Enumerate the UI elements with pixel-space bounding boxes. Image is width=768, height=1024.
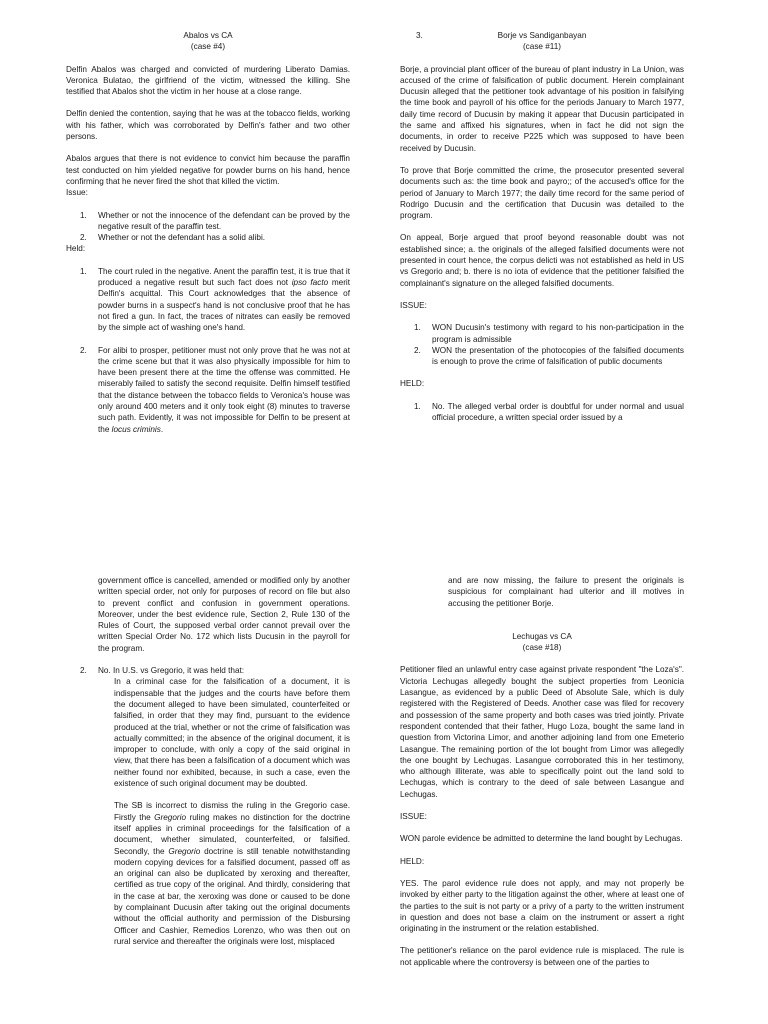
case-title: Abalos vs CA bbox=[183, 31, 233, 40]
paragraph: On appeal, Borje argued that proof beyond reasonable doubt was not established since; a. the originals of the alleged falsified documents were not presented in court hence, the corpus delicti was not established as held in US vs Gregorio and; b. there is no iota of evidence that the petitioner falsified the complainant's signature on the alleged falsified documents. bbox=[400, 233, 684, 288]
list-item: 1. The court ruled in the negative. Anent the paraffin test, it is true that it produced a negative result but such fact does not ipso facto merit Delfin's acquittal. This Court acknowledges that the absence of powder burns in a suspect's hand is not conclusive proof that he has not fired a gun. In fact, the traces of nitrates can easily be removed by the simple act of washing one's hand. bbox=[80, 266, 351, 333]
list-item: 1. No. The alleged verbal order is doubtful for under normal and usual official procedure, a written special order issued by a bbox=[414, 401, 684, 423]
list-item: 2. No. In U.S. vs Gregorio, it was held that: bbox=[80, 666, 245, 676]
case-borje bbox=[400, 30, 684, 423]
list-item: 2. WON the presentation of the photocopies of the falsified documents is enough to prove the crime of falsification of public documents bbox=[414, 345, 684, 367]
list-item: 2. For alibi to prosper, petitioner must not only prove that he was not at the crime scene but that it was also physically impossible for him to have been present there at the time the offense was committed. He miserably failed to satisfy the second requisite. Delfin himself testified that the distance between the tobacco fields to Veronica's house was only around 400 meters and it only took eight (8) minutes to traverse such path. Evidently, it was not impossible for Delfin to be present at the locus criminis. bbox=[80, 345, 350, 434]
case-title: Lechugas vs CA bbox=[512, 631, 572, 641]
case-borje-continued bbox=[66, 575, 350, 947]
paragraph: The SB is incorrect to dismiss the ruling in the Gregorio case. Firstly the Gregorio ruling makes no distinction for the doctrine itself applies in criminal proceedings for the falsification of a document, whether simulated, counterfeited, or falsified. Secondly, the Gregorio doctrine is still tenable notwithstanding modern copying devices for a falsified document, passed off as an original can also be duplicated by xeroxing and thereafter, certified as true copy of the original. And thirdly, considering that in the case at bar, the xeroxing was done or caused to be done by complainant Ducusin after taking out the original documents without the official authority and permission of the Disbursing Officer and Cashier, Remedios Lorenzo, who was then out on rural service and thereafter the originals were lost, misplaced bbox=[114, 801, 351, 946]
paragraph: The petitioner's reliance on the parol evidence rule is misplaced. The rule is not applicable where the controversy is between one of the parties to bbox=[400, 946, 684, 967]
paragraph: Petitioner filed an unlawful entry case against private respondent "the Loza's". Victoria Lechugas allegedly bought the subject properties from Leonicia Lasangue, as evidenced by a public Deed of Absolute Sale, which is duly registered with the Registered of Deeds. Another case was filed for recovery and possession of the same property and both cases was tried jointly. Private respondent contended that their father, Hugo Loza, bought the same land in question from Victorina Limor, and another adjoining land from one Emeterio Lasangue. The remaining portion of the lot bought from Limor was allegedly the one bought by Lechugas. Lasangue corroborated this in her testimony, who although illiterate, was able to specifically point out the land sold to Lechugas, which is contrary to the deed of sale between Lasangue and Lechugas. bbox=[400, 665, 684, 799]
issue-list bbox=[66, 210, 350, 244]
list-item: 1. WON Ducusin's testimony with regard to his non-participation in the program is admissible bbox=[414, 323, 684, 344]
held-label: HELD: bbox=[400, 856, 425, 866]
held-label: Held: bbox=[66, 244, 86, 254]
paragraph: government office is cancelled, amended or modified only by another written special order, not only for purposes of record on file but also to prevent conflict and confusion in government operations. Moreover, under the best evidence rule, Section 2, Rule 130 of the Rules of Court, the supposed verbal order cannot prevail over the written Special Order No. 172 which lists Ducusin in the payroll for the program. bbox=[98, 576, 350, 653]
paragraph: and are now missing, the failure to present the originals is suspicious for complainant had ulterior and ill motives in accusing the petitioner Borje. bbox=[448, 576, 684, 608]
case-lechugas bbox=[400, 575, 684, 968]
paragraph: Delfin Abalos was charged and convicted of murdering Liberato Damias. Veronica Bulatao, the girlfriend of the victim, witnessed the killing. She testified that Abalos shot the victim in her house at a close range. bbox=[66, 64, 350, 97]
list-item: 1. Whether or not the innocence of the defendant can be proved by the negative result of the paraffin test. bbox=[80, 210, 350, 231]
case-number: (case #11) bbox=[522, 42, 562, 52]
held-list bbox=[66, 266, 350, 435]
document-page-2 bbox=[0, 512, 768, 1024]
paragraph: Abalos argues that there is not evidence to convict him because the paraffin test conducted on him yielded negative for powder burns on his hand, hence confirming that he never fired the shot that killed the victim. bbox=[66, 154, 350, 186]
case-title: 3. Borje vs Sandiganbayan bbox=[416, 31, 587, 40]
paragraph: Delfin denied the contention, saying that he was at the tobacco fields, working with his father, which was corroborated by Delfin's father and two other persons. bbox=[66, 109, 350, 142]
held-label: HELD: bbox=[400, 379, 425, 389]
issue-label: Issue: bbox=[66, 188, 88, 198]
paragraph: Borje, a provincial plant officer of the bureau of plant industry in La Union, was accused of the crime of falsification of public document. Herein complainant Ducusin alleged that the petitioner took advantage of his position in falsifying the time book and payroll of his office for the periods January to March 1977, daily time record of Ducusin by making it appear that Ducusin participated in the same and affixed his signatures, when in fact he did not sign the documents, in order to receive P225 which was supposed to have been received by Ducusin. bbox=[400, 64, 684, 153]
case-number: (case #4) bbox=[190, 42, 226, 52]
list-item: 2. Whether or not the defendant has a solid alibi. bbox=[80, 233, 266, 243]
case-abalos bbox=[66, 30, 350, 435]
paragraph: To prove that Borje committed the crime, the prosecutor presented several documents such as: the time book and payro;; of the accused's office for the period of January to March 1977; the daily time record for the same period of Rodrigo Ducusin and the certification that Ducusin was detailed to the program. bbox=[400, 165, 684, 221]
issue-label: ISSUE: bbox=[400, 812, 427, 822]
case-number: (case #18) bbox=[522, 643, 562, 653]
paragraph: YES. The parol evidence rule does not apply, and may not properly be invoked by either party to the litigation against the other, where at least one of the parties to the suit is not party or a privy of a party to the written instrument in question and does not base a claim on the instrument or assert a right originating in the instrument or the relation established. bbox=[400, 878, 684, 934]
issue-list bbox=[400, 322, 684, 367]
held-list bbox=[400, 401, 684, 424]
paragraph: WON parole evidence be admitted to determine the land bought by Lechugas. bbox=[400, 834, 683, 844]
quoted-ruling: In a criminal case for the falsification of a document, it is indispensable that the judges and the courts have before them the document alleged to have been simulated, counterfeited or falsified, in order that they may find, pursuant to the evidence produced at the trial, whether or not the crime of falsification was actually committed; in the absence of the original document, it is improper to conclude, with only a copy of the said original in view, that there has been a falsification of a document which was neither found nor exhibited, because, in such a case, even the existence of such original document may be doubted. bbox=[114, 677, 350, 789]
issue-label: ISSUE: bbox=[400, 300, 427, 310]
held-list bbox=[66, 665, 350, 676]
